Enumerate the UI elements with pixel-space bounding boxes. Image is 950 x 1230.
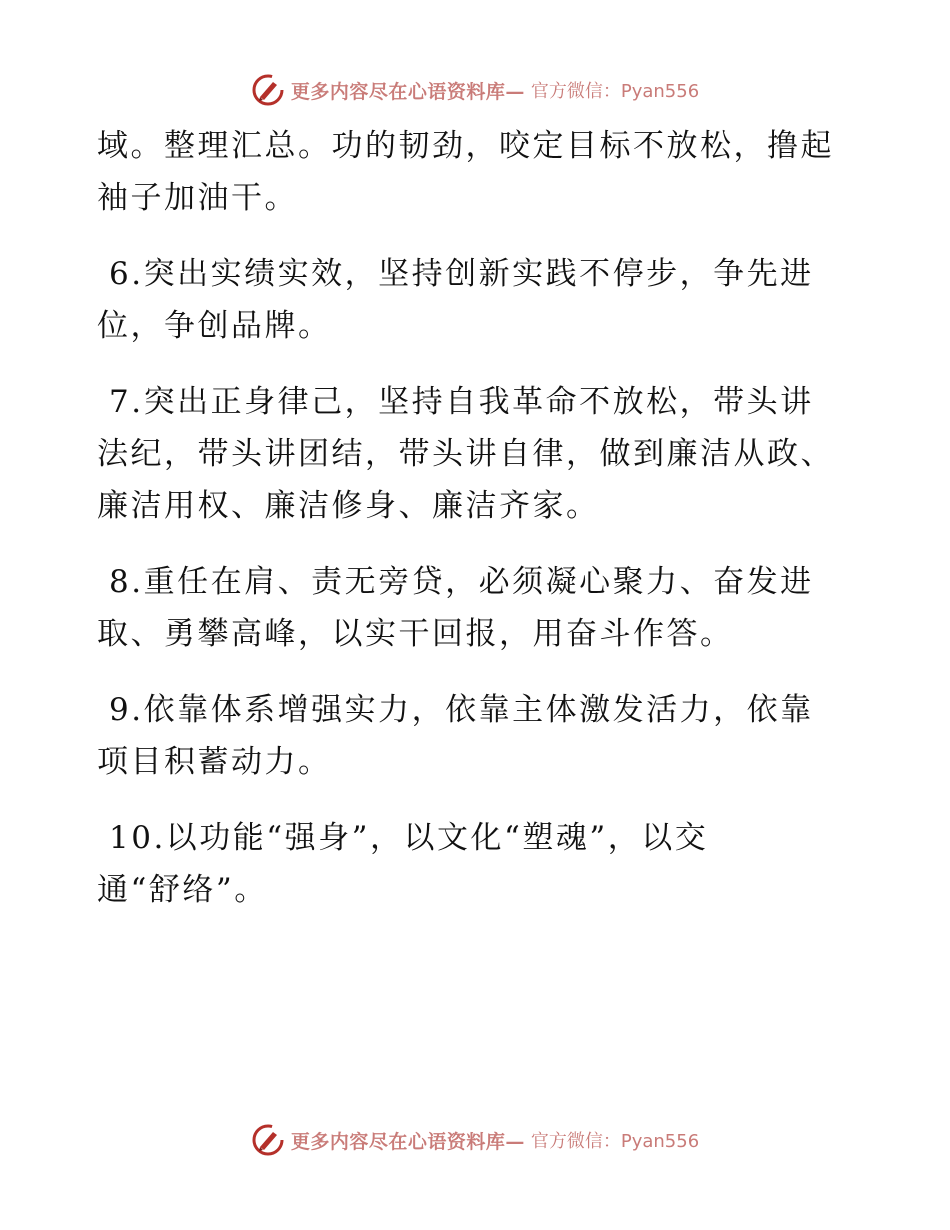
watermark-text: 更多内容尽在心语资料库— (290, 1130, 525, 1153)
paragraph-line: 7.突出正身律己，坚持自我革命不放松，带头讲 (109, 384, 814, 420)
paragraph-line: 6.突出实绩实效，坚持创新实践不停步，争先进 (109, 256, 814, 292)
footer-watermark (0, 1120, 950, 1160)
paragraph-line: 位，争创品牌。 (97, 308, 332, 344)
watermark-wechat: 官方微信：Pyan556 (530, 81, 700, 102)
document-body (97, 120, 857, 940)
paragraph-line: 10.以功能“强身”，以文化“塑魂”，以交 (109, 820, 709, 856)
paragraph-8 (97, 556, 857, 660)
paragraph-line: 通“舒络”。 (97, 872, 268, 908)
paragraph-line: 法纪，带头讲团结，带头讲自律，做到廉洁从政、 (97, 436, 834, 472)
paragraph-line: 取、勇攀高峰，以实干回报，用奋斗作答。 (97, 616, 734, 652)
paragraph-9 (97, 684, 857, 788)
paragraph-line: 项目积蓄动力。 (97, 744, 332, 780)
paragraph-line: 袖子加油干。 (97, 180, 298, 216)
paragraph-line: 9.依靠体系增强实力，依靠主体激发活力，依靠 (109, 692, 814, 728)
header-watermark (0, 70, 950, 110)
paragraph-line: 域。整理汇总。功的韧劲，咬定目标不放松，撸起 (97, 128, 834, 164)
watermark-text: 更多内容尽在心语资料库— (290, 80, 525, 103)
pen-logo-icon (251, 1123, 285, 1157)
pen-logo-icon (251, 73, 285, 107)
paragraph-6 (97, 248, 857, 352)
paragraph-line: 8.重任在肩、责无旁贷，必须凝心聚力、奋发进 (109, 564, 814, 600)
paragraph-line: 廉洁用权、廉洁修身、廉洁齐家。 (97, 488, 600, 524)
paragraph-1 (97, 120, 857, 224)
watermark-wechat: 官方微信：Pyan556 (530, 1131, 700, 1152)
paragraph-7 (97, 376, 857, 532)
paragraph-10 (97, 812, 857, 916)
